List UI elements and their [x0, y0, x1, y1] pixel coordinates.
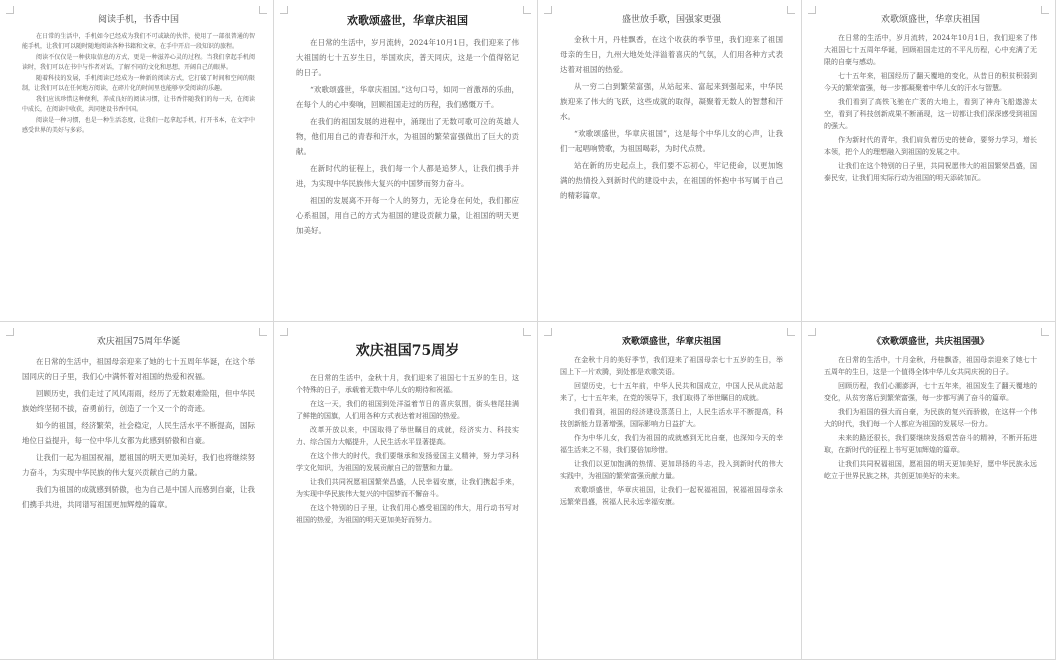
paragraph: 我们为祖国的成就感到骄傲，也为自己是中国人而感到自豪，让我们携手共进，共同谱写祖国更加辉煌的篇章。 — [22, 485, 255, 509]
crop-mark — [1041, 6, 1049, 14]
crop-mark — [787, 6, 795, 14]
crop-mark — [808, 6, 816, 14]
crop-mark — [280, 6, 288, 14]
page-title: 盛世放手歌，国强家更强 — [621, 15, 721, 25]
document-page-6[interactable] — [274, 322, 538, 660]
crop-mark — [523, 328, 531, 336]
crop-mark — [6, 6, 14, 14]
paragraph: 在日常的生活中，金秋十月，我们迎来了祖国七十五岁的生日，这个特殊的日子，承载着无数中华儿女的期待和祝福。 — [296, 374, 519, 394]
page-title: 《欢歌颂盛世，共庆祖国强》 — [871, 337, 989, 347]
paragraph: 让我们共同祝福祖国，愿祖国的明天更加美好，愿中华民族永远屹立于世界民族之林，共创更加美好的未来。 — [824, 460, 1037, 480]
paragraph: 让我们一起为祖国祝福，愿祖国的明天更加美好，我们也将继续努力奋斗，为实现中华民族的伟大复兴贡献自己的力量。 — [22, 453, 255, 477]
page-title: 欢歌颂盛世，华章庆祖国 — [347, 14, 468, 27]
crop-mark — [523, 6, 531, 14]
paragraph: 回顾历史，我们走过了风风雨雨，经历了无数艰难险阻，但中华民族始终坚韧不拔，奋勇前行，创造了一个又一个的奇迹。 — [22, 389, 255, 413]
crop-mark — [1041, 328, 1049, 336]
crop-mark — [544, 6, 552, 14]
paragraph: 回望历史，七十五年前，中华人民共和国成立，中国人民从此站起来了，七十五年来，在党的领导下，我们取得了举世瞩目的成就。 — [560, 382, 783, 402]
page-title: 阅读手机，书香中国 — [97, 15, 179, 25]
paragraph: 作为中华儿女，我们为祖国的成就感到无比自豪，也深知今天的幸福生活来之不易，我们要倍加珍惜。 — [560, 434, 783, 454]
document-page-3[interactable] — [538, 0, 802, 322]
paragraph: 在日常的生活中，手机如今已经成为我们不可或缺的伙伴，使用了一部很普通的智能手机，让我们可以随时随地阅读各种书籍和文章，在手中开启一段知识的旅程。 — [22, 33, 255, 50]
document-page-7[interactable] — [538, 322, 802, 660]
paragraph: 我们应该珍惜这种便利，养成良好的阅读习惯，让书香伴随我们的每一天，在阅读中成长，在阅读中收获，共同建设书香中国。 — [22, 96, 255, 113]
paragraph: 金秋十月，丹桂飘香，在这个收获的季节里，我们迎来了祖国母亲的生日，九州大地处处洋溢着喜庆的气氛，人们用各种方式表达着对祖国的热爱。 — [560, 35, 783, 74]
paragraph: 站在新的历史起点上，我们要不忘初心，牢记使命，以更加饱满的热情投入到新时代的建设中去，在祖国的怀抱中书写属于自己的精彩篇章。 — [560, 161, 783, 200]
paragraph: 阅读不仅仅是一种获取信息的方式，更是一种滋养心灵的过程。当我们拿起手机阅读时，我们可以在书中与作者对话，了解不同的文化和思想，开阔自己的眼界。 — [22, 54, 255, 71]
page-title: 欢歌颂盛世，华章庆祖国 — [621, 337, 721, 347]
paragraph: “欢歌颂盛世，华章庆祖国。”这句口号，如同一首激昂的乐曲，在每个人的心中奏响，回顾祖国走过的历程，我们感慨万千。 — [296, 85, 519, 109]
paragraph: 未来的路还很长，我们要继续发扬艰苦奋斗的精神，不断开拓进取，在新时代的征程上书写更加辉煌的篇章。 — [824, 434, 1037, 454]
paragraph: 改革开放以来，中国取得了举世瞩目的成就，经济实力、科技实力、综合国力大幅提升，人民生活水平显著提高。 — [296, 426, 519, 446]
paragraph: 在日常的生活中，祖国母亲迎来了她的七十五周年华诞，在这个举国同庆的日子里，我们心中满怀着对祖国的热爱和祝福。 — [22, 357, 255, 381]
page-title: 欢歌颂盛世，华章庆祖国 — [880, 15, 980, 25]
document-page-1[interactable] — [0, 0, 274, 322]
paragraph: 让我们在这个特别的日子里，共同祝愿伟大的祖国繁荣昌盛，国泰民安，让我们用实际行动为祖国的明天添砖加瓦。 — [824, 162, 1037, 182]
paragraph: 随着科技的发展，手机阅读已经成为一种新的阅读方式，它打破了时间和空间的限制，让我们可以在任何地方阅读，在碎片化的时间里也能够享受阅读的乐趣。 — [22, 75, 255, 92]
paragraph: 让我们共同祝愿祖国繁荣昌盛，人民幸福安康，让我们携起手来，为实现中华民族伟大复兴的中国梦而不懈奋斗。 — [296, 478, 519, 498]
page-title: 欢庆祖国75周年华诞 — [96, 337, 181, 347]
paragraph: “欢歌颂盛世，华章庆祖国”，这是每个中华儿女的心声，让我们一起唱响赞歌，为祖国喝彩，为时代点赞。 — [560, 129, 783, 153]
crop-mark — [787, 328, 795, 336]
paragraph: 阅读是一种习惯，也是一种生活态度，让我们一起拿起手机，打开书本，在文字中感受世界的美好与多彩。 — [22, 117, 255, 134]
crop-mark — [259, 328, 267, 336]
document-page-8[interactable] — [802, 322, 1056, 660]
paragraph: 七十五年来，祖国经历了翻天覆地的变化，从昔日的积贫积弱到今天的繁荣富强，每一步都凝聚着中华儿女的汗水与智慧。 — [824, 72, 1037, 92]
paragraph: 作为新时代的青年，我们肩负着历史的使命，要努力学习，增长本领，把个人的理想融入到祖国的发展之中。 — [824, 136, 1037, 156]
paragraph: 从一穷二白到繁荣富强，从站起来、富起来到强起来，中华民族迎来了伟大的飞跃，这些成就的取得，凝聚着无数人的智慧和汗水。 — [560, 82, 783, 121]
paragraph: 我们看到了高铁飞驰在广袤的大地上，看到了神舟飞船遨游太空，看到了科技创新成果不断涌现，这一切都让我们深深感受到祖国的强大。 — [824, 98, 1037, 130]
paragraph: 在这一天，我们的祖国到处洋溢着节日的喜庆氛围，街头巷尾挂满了鲜艳的国旗，人们用各种方式表达着对祖国的热爱。 — [296, 400, 519, 420]
paragraph: 回顾历程，我们心潮澎湃，七十五年来，祖国发生了翻天覆地的变化，从贫穷落后到繁荣富强，每一步都写满了奋斗的篇章。 — [824, 382, 1037, 402]
paragraph: 在这个伟大的时代，我们要继承和发扬爱国主义精神，努力学习科学文化知识，为祖国的发展贡献自己的智慧和力量。 — [296, 452, 519, 472]
crop-mark — [544, 328, 552, 336]
document-page-2[interactable] — [274, 0, 538, 322]
page-title: 欢庆祖国75周岁 — [355, 343, 460, 359]
paragraph: 在日常的生活中，十月金秋，丹桂飘香，祖国母亲迎来了她七十五周年的生日，这是一个值得全体中华儿女共同庆祝的日子。 — [824, 356, 1037, 376]
paragraph: 让我们以更加饱满的热情、更加昂扬的斗志，投入到新时代的伟大实践中，为祖国的繁荣富强贡献力量。 — [560, 460, 783, 480]
paragraph: 欢歌颂盛世，华章庆祖国，让我们一起祝福祖国，祝福祖国母亲永远繁荣昌盛，祝福人民永远幸福安康。 — [560, 486, 783, 506]
document-page-5[interactable] — [0, 322, 274, 660]
paragraph: 在新时代的征程上，我们每一个人都是追梦人，让我们携手并进，为实现中华民族伟大复兴的中国梦而努力奋斗。 — [296, 164, 519, 188]
crop-mark — [280, 328, 288, 336]
paragraph: 如今的祖国，经济繁荣，社会稳定，人民生活水平不断提高，国际地位日益提升，每一位中华儿女都为此感到骄傲和自豪。 — [22, 421, 255, 445]
paragraph: 在金秋十月的美好季节，我们迎来了祖国母亲七十五岁的生日，举国上下一片欢腾，到处都是欢歌笑语。 — [560, 356, 783, 376]
paragraph: 在日常的生活中，岁月流转，2024年10月1日，我们迎来了伟大祖国的七十五岁生日，举国欢庆，普天同庆，这是一个值得铭记的日子。 — [296, 38, 519, 77]
paragraph: 我们看到，祖国的经济建设蒸蒸日上，人民生活水平不断提高，科技创新能力显著增强，国际影响力日益扩大。 — [560, 408, 783, 428]
paragraph: 我们为祖国的强大而自豪，为民族的复兴而骄傲，在这样一个伟大的时代，我们每一个人都应为祖国的发展尽一份力。 — [824, 408, 1037, 428]
paragraph: 在日常的生活中，岁月流转，2024年10月1日，我们迎来了伟大祖国七十五周年华诞，回顾祖国走过的不平凡历程，心中充满了无限的自豪与感动。 — [824, 34, 1037, 66]
paragraph: 在这个特别的日子里，让我们用心感受祖国的伟大，用行动书写对祖国的热爱，为祖国的明天更加美好而努力。 — [296, 504, 519, 524]
crop-mark — [6, 328, 14, 336]
crop-mark — [259, 6, 267, 14]
paragraph: 在我们的祖国发展的进程中，涌现出了无数可歌可泣的英雄人物，他们用自己的青春和汗水，为祖国的繁荣富强做出了巨大的贡献。 — [296, 117, 519, 156]
document-page-4[interactable] — [802, 0, 1056, 322]
crop-mark — [808, 328, 816, 336]
paragraph: 祖国的发展离不开每一个人的努力，无论身在何处，我们都应心系祖国，用自己的方式为祖国的建设贡献力量，让祖国的明天更加美好。 — [296, 196, 519, 235]
